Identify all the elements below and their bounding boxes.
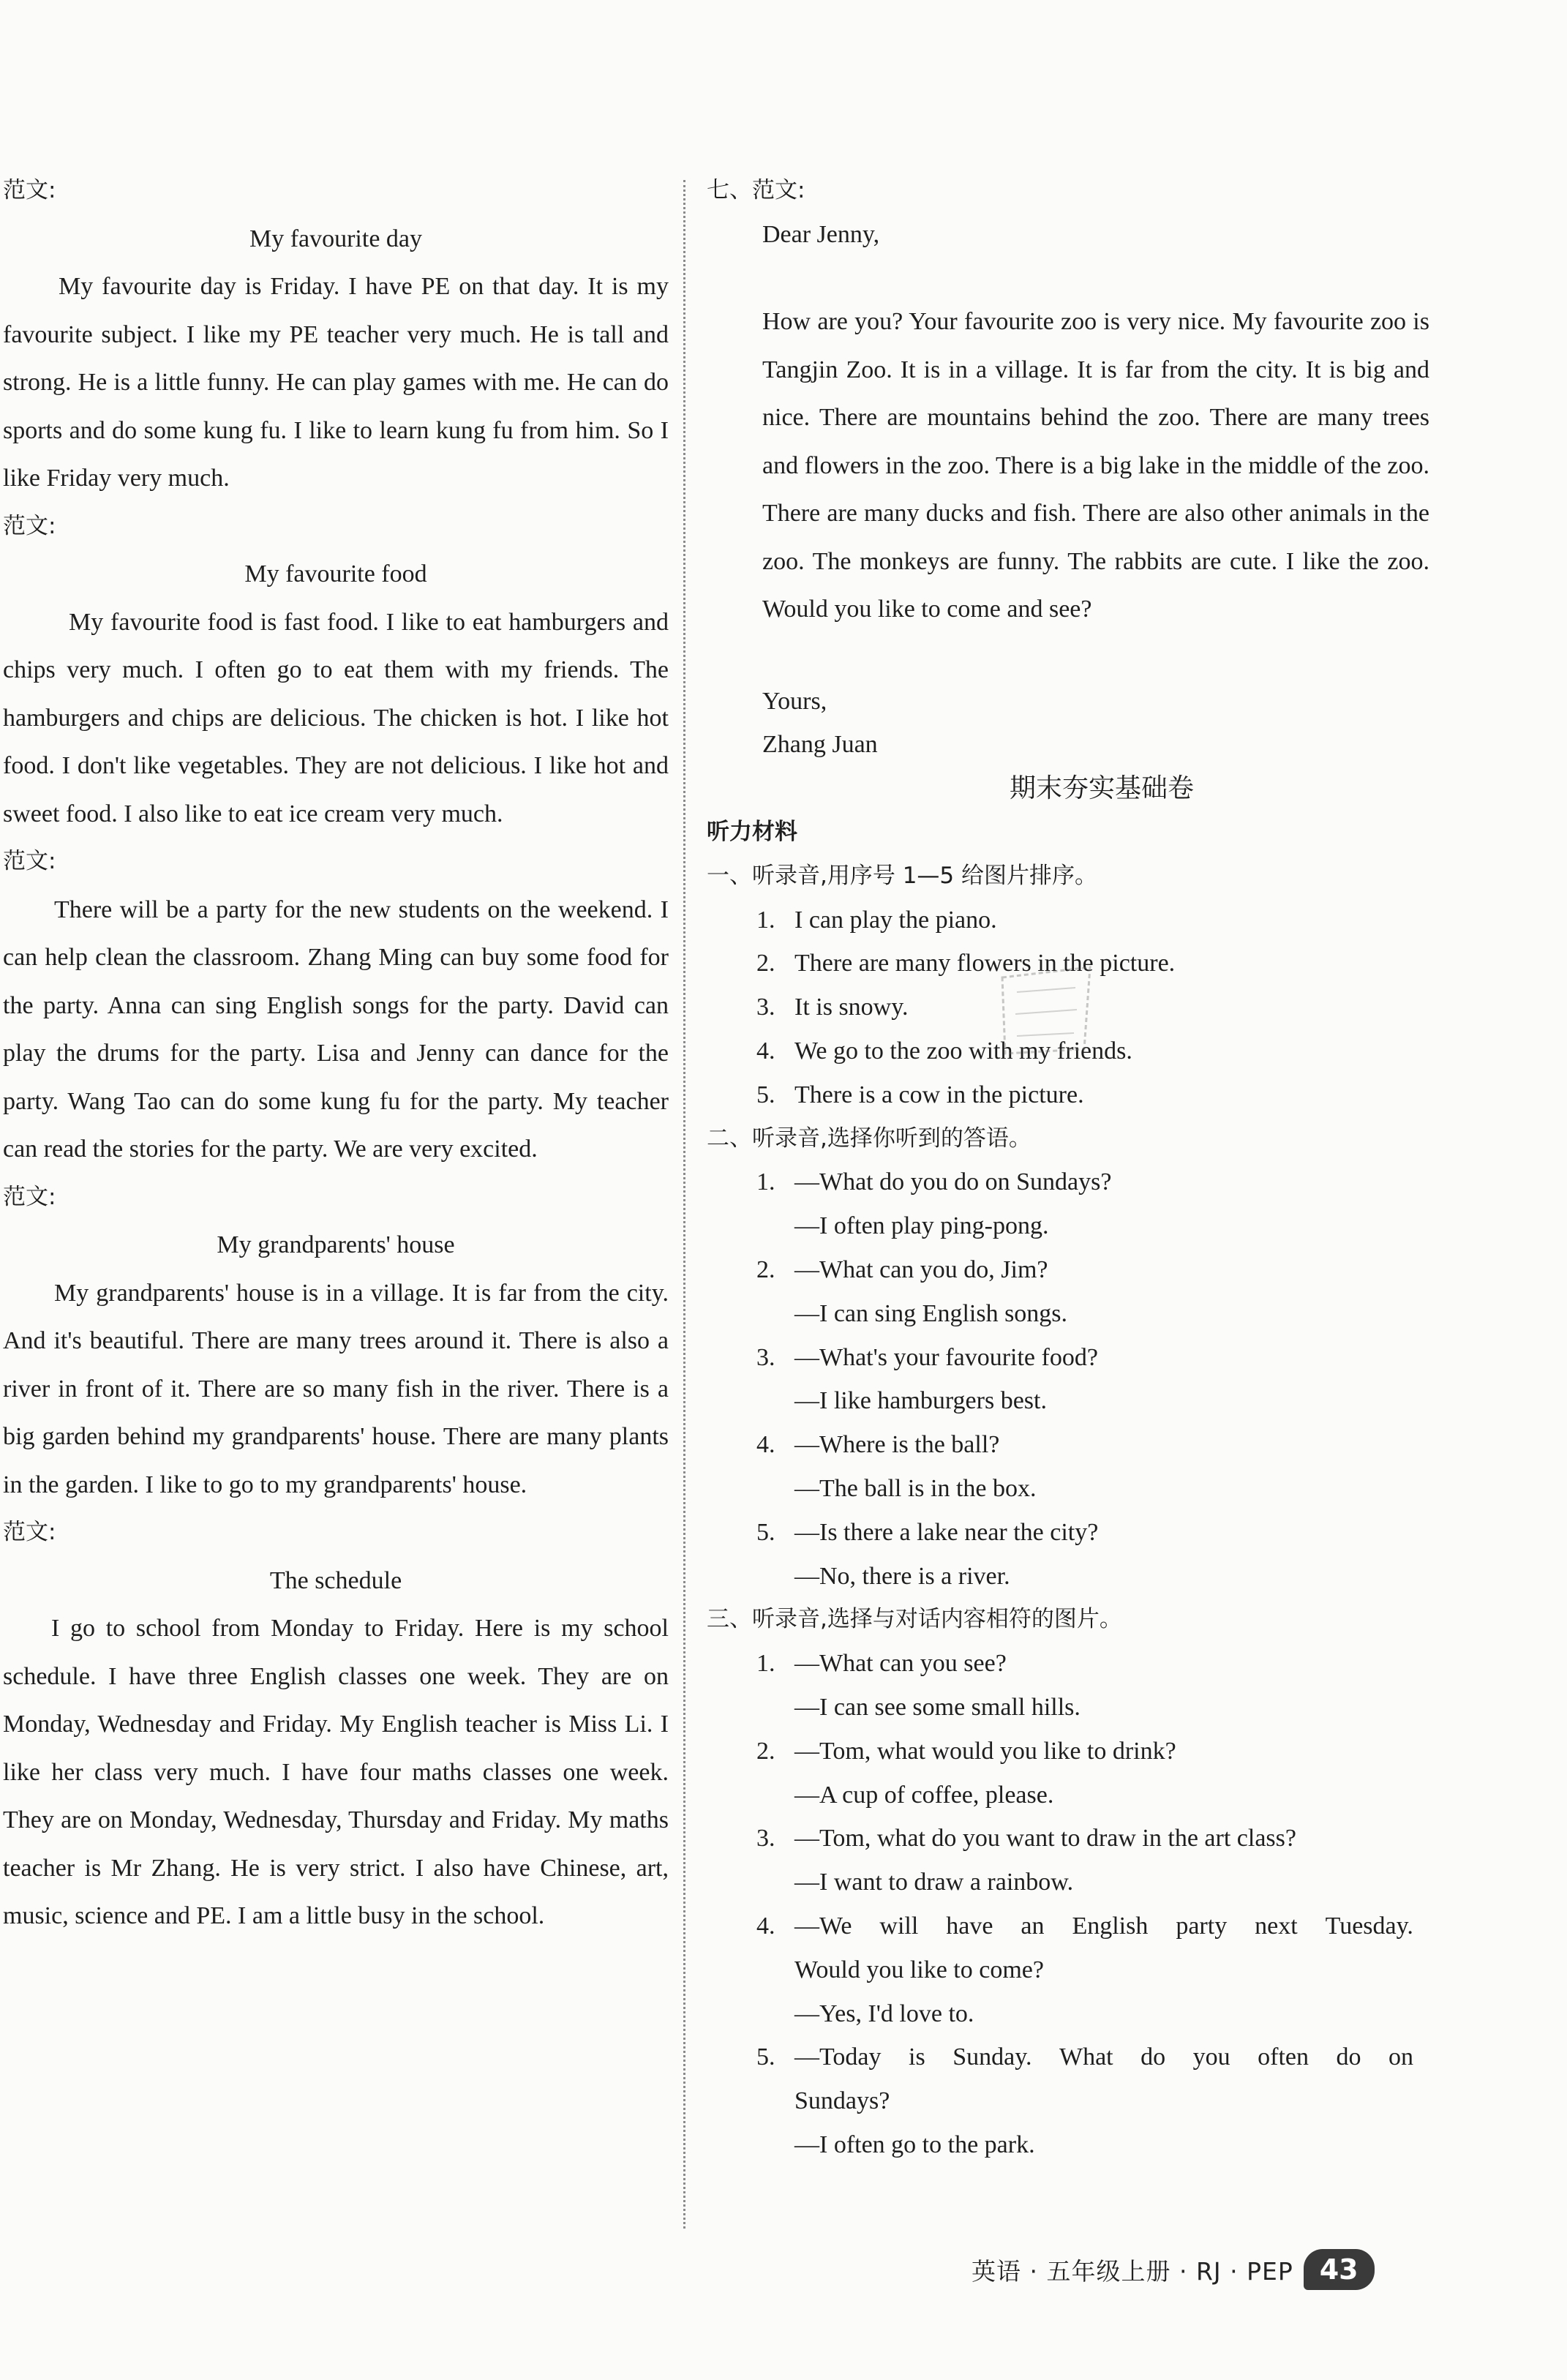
essay-title: My grandparents' house (217, 1231, 455, 1258)
list-item: 4. We go to the zoo with my friends. (756, 1037, 1132, 1065)
list-item: 3. —Tom, what do you want to draw in the art class? (756, 1825, 1296, 1852)
letter-label: 七、范文: (707, 177, 805, 203)
listening-header: 听力材料 (707, 819, 797, 846)
watermark-stamp-icon (995, 963, 1097, 1058)
list-item: 1. —What do you do on Sundays? (756, 1168, 1112, 1196)
list-item: 1. —What can you see? (756, 1650, 1007, 1678)
list-item: 5. —Is there a lake near the city? (756, 1518, 1099, 1546)
list-item: 3. It is snowy. (756, 994, 909, 1021)
essay-body: There will be a party for the new students on the weekend. I can help clean the classroom. Zhang Ming can buy some food for the party. Anna can sing English songs for the party. David can play the drums for the party. Lisa and Jenny can dance for the party. Wang Tao can do some kung fu for the party. My teacher can read the stories for the party. We are very excited. (3, 896, 669, 1163)
right-column (707, 167, 1438, 2165)
list-item: 1. I can play the piano. (756, 906, 997, 934)
list-item-answer: —Yes, I'd love to. (794, 2000, 974, 2027)
left-column (3, 167, 669, 1940)
list-item-answer: —I like hamburgers best. (794, 1387, 1047, 1415)
list-item: 4. —Where is the ball? (756, 1431, 1000, 1459)
essay-title: The schedule (269, 1566, 402, 1594)
letter-body: How are you? Your favourite zoo is very nice. My favourite zoo is Tangjin Zoo. It is in a village. It is far from the city. It is big and nice. There are mountains behind the zoo. There are many trees and flowers in the zoo. There is a big lake in the middle of the zoo. There are many ducks and fish. There are also other animals in the zoo. The monkeys are funny. The rabbits are cute. I like the zoo. Would you like to come and see? (762, 308, 1429, 623)
letter (707, 211, 1438, 765)
list-item-answer: —I want to draw a rainbow. (794, 1869, 1074, 1896)
list-item: 2. —Tom, what would you like to drink? (756, 1737, 1176, 1765)
essay-body: My grandparents' house is in a village. It is far from the city. And it's beautiful. There are many trees around it. There is also a river in front of it. There are so many fish in the river. There is a big garden behind my grandparents' house. There are many plants in the garden. I like to go to my grandparents' house. (3, 1279, 669, 1498)
letter-closing: Yours, (762, 687, 827, 715)
list-item-continuation: Would you like to come? (794, 1956, 1044, 1983)
essay-label: 范文: (3, 1183, 56, 1210)
essay-title: My favourite food (244, 560, 427, 588)
list-item-answer: —No, there is a river. (794, 1562, 1010, 1590)
section-heading: 一、听录音,用序号 1—5 给图片排序。 (707, 862, 1098, 889)
essay-body: My favourite day is Friday. I have PE on that day. It is my favourite subject. I like my PE teacher very much. He is tall and strong. He is a little funny. He can play games with me. He can do sports and do some kung fu. I like to learn kung fu from him. So I like Friday very much. (3, 273, 669, 492)
list-item: 2. There are many flowers in the picture. (756, 950, 1176, 977)
section-heading: 三、听录音,选择与对话内容相符的图片。 (707, 1606, 1122, 1633)
section-heading: 二、听录音,选择你听到的答语。 (707, 1125, 1031, 1152)
exam-title: 期末夯实基础卷 (1009, 773, 1194, 804)
list-item-answer: —I can sing English songs. (794, 1299, 1068, 1327)
footer-book-info: 英语 · 五年级上册 · RJ · PEP (972, 2256, 1293, 2286)
page-number-badge: 43 (1304, 2249, 1375, 2290)
essay-label: 范文: (3, 848, 56, 874)
letter-signature: Zhang Juan (762, 731, 878, 759)
essay-label: 范文: (3, 177, 56, 203)
list-item: 5. —Today is Sunday. What do you often do on (756, 2043, 1413, 2071)
list-item-answer: —I often play ping-pong. (794, 1212, 1049, 1240)
essay-body: My favourite food is fast food. I like to eat hamburgers and chips very much. I often go to eat them with my friends. The hamburgers and chips are delicious. The chicken is hot. I like hot food. I don't like vegetables. They are not delicious. I like hot and sweet food. I also like to eat ice cream very much. (3, 608, 669, 827)
list-item-continuation: Sundays? (794, 2087, 890, 2115)
essay-body: I go to school from Monday to Friday. Here is my school schedule. I have three English classes one week. They are on Monday, Wednesday and Friday. My English teacher is Miss Li. I like her class very much. I have four maths classes one week. They are on Monday, Wednesday, Thursday and Friday. My maths teacher is Mr Zhang. He is very strict. I also have Chinese, art, music, science and PE. I am a little busy in the school. (3, 1615, 669, 1929)
essay-label: 范文: (3, 1519, 56, 1545)
list-item-answer: —A cup of coffee, please. (794, 1781, 1054, 1809)
list-item: 5. There is a cow in the picture. (756, 1081, 1084, 1108)
column-divider (683, 180, 685, 2229)
list-item: 3. —What's your favourite food? (756, 1343, 1098, 1371)
essay-title: My favourite day (249, 225, 423, 252)
letter-greeting: Dear Jenny, (762, 220, 880, 248)
list-item: 4. —We will have an English party next Tuesday. (756, 1912, 1413, 1940)
list-item: 2. —What can you do, Jim? (756, 1256, 1048, 1284)
list-item-answer: —The ball is in the box. (794, 1475, 1037, 1503)
list-item-answer: —I can see some small hills. (794, 1694, 1081, 1722)
essay-label: 范文: (3, 512, 56, 539)
page-footer (972, 2248, 1375, 2291)
list-item-answer: —I often go to the park. (794, 2131, 1035, 2158)
